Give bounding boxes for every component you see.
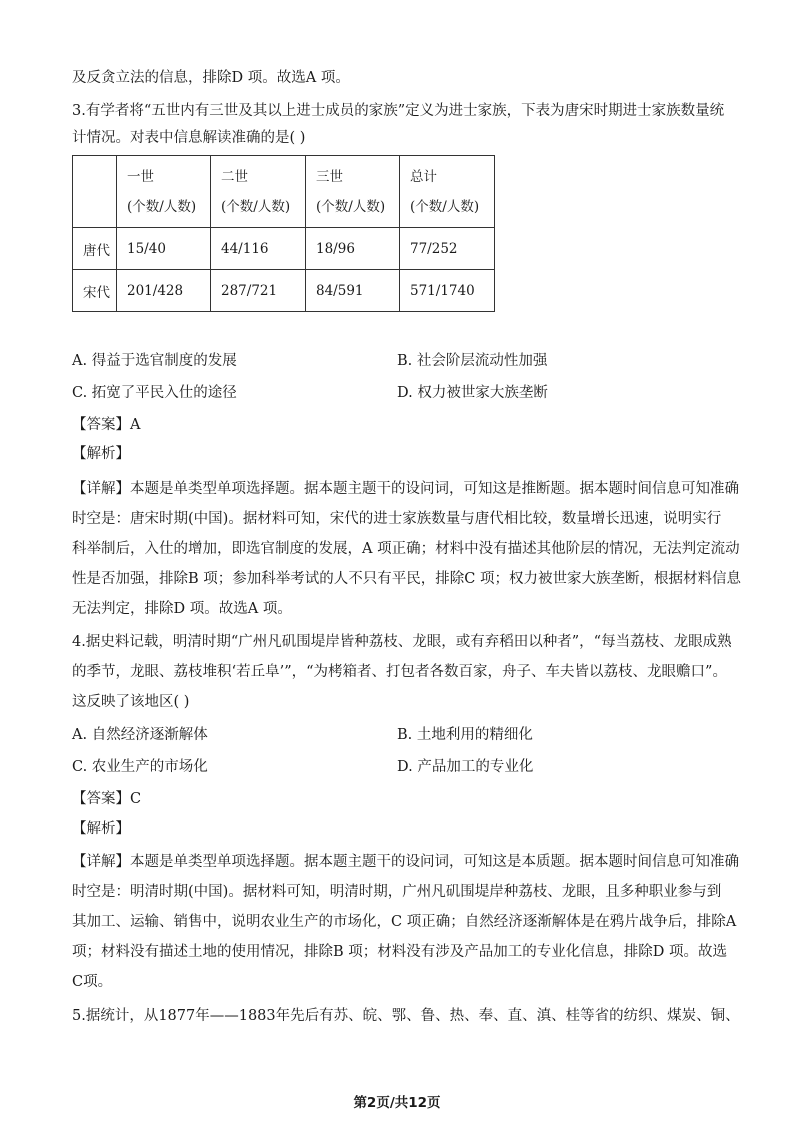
option-c: C. 拓宽了平民入仕的途径 [72, 385, 237, 401]
explanation-line: 时空是：唐宋时期(中国)。据材料可知，宋代的进士家族数量与唐代相比较，数量增长迅速，说明实行 [72, 511, 722, 527]
explanation-line: 时空是：明清时期(中国)。据材料可知，明清时期，广州凡矶围堤岸种荔枝、龙眼，且多种职业参与到 [72, 884, 722, 900]
explanation-line: 无法判定，排除D 项。故选A 项。 [72, 601, 292, 617]
answer-label: 【答案】C [72, 791, 142, 807]
explanation-line: 性是否加强，排除B 项；参加科举考试的人不只有平民，排除C 项；权力被世家大族垄断，根据材料信息 [72, 571, 741, 587]
data-table [72, 155, 495, 312]
table-cell: 18/96 [306, 228, 400, 270]
table-header-cell: 一世 (个数/人数) [117, 156, 211, 228]
answer-label: 【答案】A [72, 417, 141, 433]
table-row [73, 270, 495, 312]
option-d: D. 产品加工的专业化 [397, 759, 534, 775]
table-header-row [73, 156, 495, 228]
explanation-line: 【详解】本题是单类型单项选择题。据本题主题干的设问词，可知这是本质题。据本题时间信息可知准确 [72, 854, 739, 870]
table-cell: 287/721 [211, 270, 306, 312]
table-row [73, 228, 495, 270]
option-c: C. 农业生产的市场化 [72, 759, 208, 775]
explanation-line: 【详解】本题是单类型单项选择题。据本题主题干的设问词，可知这是推断题。据本题时间信息可知准确 [72, 481, 739, 497]
table-cell: 571/1740 [400, 270, 495, 312]
question-3-stem: 3.有学者将“五世内有三世及其以上进士成员的家族”定义为进士家族，下表为唐宋时期进士家族数量统 [72, 103, 725, 119]
option-d: D. 权力被世家大族垄断 [397, 385, 548, 401]
question-3-stem: 计情况。对表中信息解读准确的是( ) [72, 130, 306, 146]
table-cell: 201/428 [117, 270, 211, 312]
question-4-stem: 4.据史料记载，明清时期“广州凡矶围堤岸皆种荔枝、龙眼，或有弃稻田以种者”，“每当荔枝、龙眼成熟 [72, 634, 732, 650]
table-cell: 44/116 [211, 228, 306, 270]
table-header-cell [73, 156, 117, 228]
question-5-stem: 5.据统计，从1877年——1883年先后有苏、皖、鄂、鲁、热、奉、直、滇、桂等省的纺织、煤炭、铜、 [72, 1008, 740, 1024]
table-header-cell: 总计 (个数/人数) [400, 156, 495, 228]
page-footer: 第2页/共12页 [353, 1095, 441, 1111]
explanation-line: 其加工、运输、销售中，说明农业生产的市场化，C 项正确；自然经济逐渐解体是在鸦片战争后，排除A [72, 914, 737, 930]
analysis-label: 【解析】 [72, 446, 130, 462]
table-cell: 15/40 [117, 228, 211, 270]
question-4-stem: 这反映了该地区( ) [72, 694, 190, 710]
option-b: B. 社会阶层流动性加强 [397, 353, 548, 369]
text-line: 及反贪立法的信息，排除D 项。故选A 项。 [72, 70, 350, 86]
table-cell: 84/591 [306, 270, 400, 312]
option-a: A. 自然经济逐渐解体 [72, 727, 208, 743]
explanation-line: 项；材料没有描述土地的使用情况，排除B 项；材料没有涉及产品加工的专业化信息，排除D 项。故选 [72, 944, 727, 960]
table-cell: 77/252 [400, 228, 495, 270]
option-a: A. 得益于选官制度的发展 [72, 353, 237, 369]
option-b: B. 土地利用的精细化 [397, 727, 533, 743]
table-header-cell: 三世 (个数/人数) [306, 156, 400, 228]
question-4-stem: 的季节，龙眼、荔枝堆积‘若丘阜’”，“为栲箱者、打包者各数百家，舟子、车夫皆以荔枝、龙眼赡口”。 [72, 664, 727, 680]
table-header-cell: 二世 (个数/人数) [211, 156, 306, 228]
explanation-line: 科举制后，入仕的增加，即选官制度的发展，A 项正确；材料中没有描述其他阶层的情况，无法判定流动 [72, 541, 740, 557]
table-cell: 唐代 [73, 228, 117, 270]
analysis-label: 【解析】 [72, 821, 130, 837]
table-cell: 宋代 [73, 270, 117, 312]
explanation-line: C项。 [72, 974, 113, 990]
